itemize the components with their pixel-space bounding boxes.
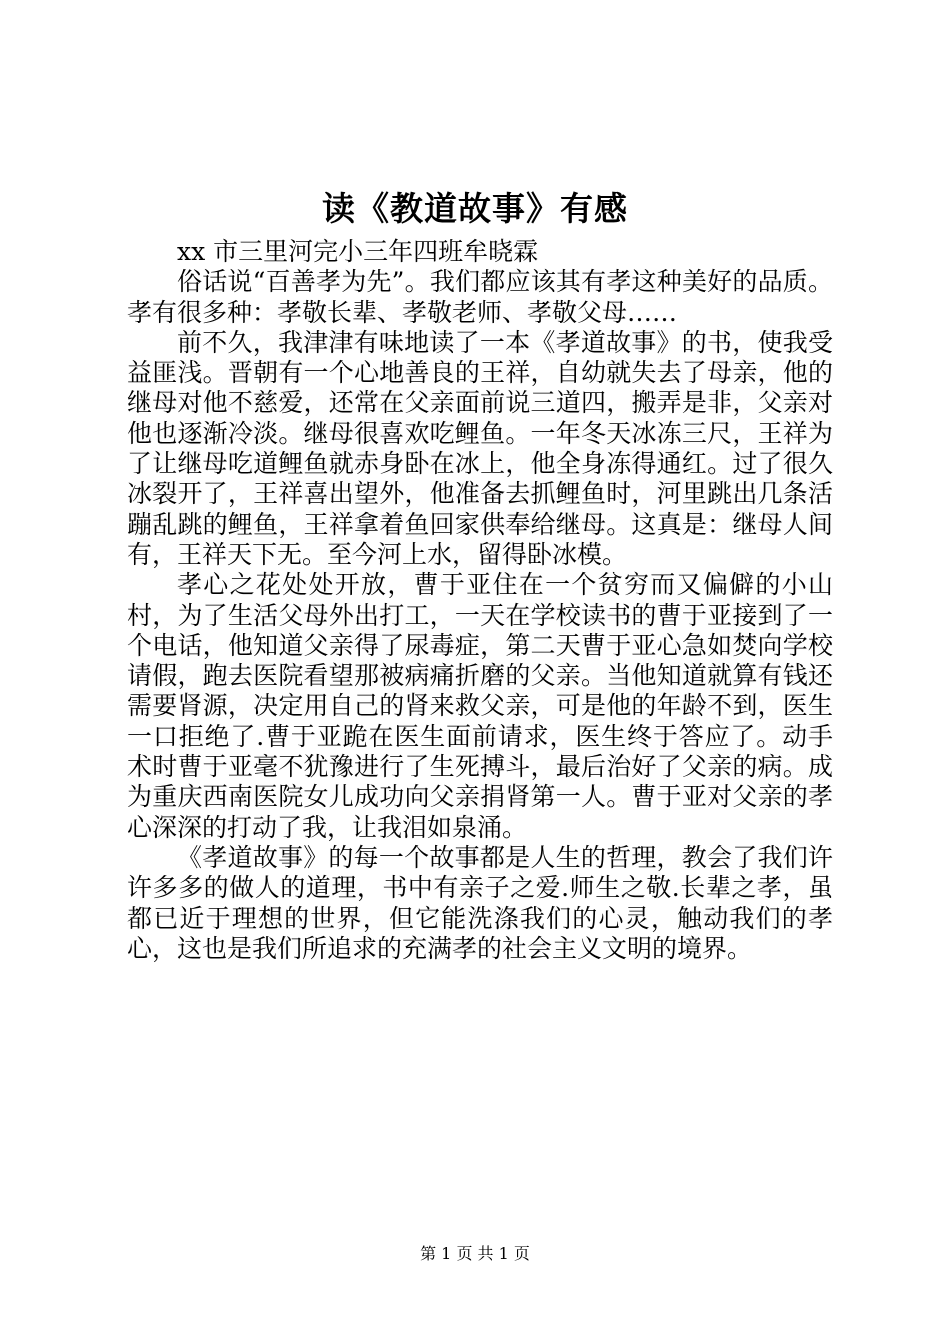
paragraph-3: 孝心之花处处开放，曹于亚住在一个贫穷而又偏僻的小山村，为了生活父母外出打工，一天在学校读书的曹于亚接到了一个电话，他知道父亲得了尿毒症，第二天曹于亚心急如焚向学校请假，跑去医院看望那被病痛折磨的父亲。当他知道就算有钱还需要肾源，决定用自己的肾来救父亲，可是他的年龄不到，医生一口拒绝了.曹于亚跪在医生面前请求，医生终于答应了。动手术时曹于亚毫不犹豫进行了生死搏斗，最后治好了父亲的病。成为重庆西南医院女儿成功向父亲捐肾第一人。曹于亚对父亲的孝心深深的打动了我，让我泪如泉涌。: [127, 570, 833, 842]
document-title: 读《教道故事》有感: [322, 189, 628, 228]
paragraph-4: 《孝道故事》的每一个故事都是人生的哲理，教会了我们许许多多的做人的道理，书中有亲子之爱.师生之敬.长辈之孝，虽都已近于理想的世界，但它能洗涤我们的心灵，触动我们的孝心，这也是我们所追求的充满孝的社会主义文明的境界。: [127, 842, 833, 963]
author-line: xx 市三里河完小三年四班牟晓霖: [177, 237, 539, 266]
page-footer: 第 1 页 共 1 页: [420, 1244, 530, 1263]
paragraph-1: 俗话说“百善孝为先”。我们都应该其有孝这种美好的品质。孝有很多种：孝敬长辈、孝敬老师、孝敬父母……: [127, 267, 833, 327]
paragraph-2: 前不久，我津津有味地读了一本《孝道故事》的书，使我受益匪浅。晋朝有一个心地善良的王祥，自幼就失去了母亲，他的继母对他不慈爱，还常在父亲面前说三道四，搬弄是非，父亲对他也逐渐冷淡。继母很喜欢吃鲤鱼。一年冬天冰冻三尺，王祥为了让继母吃道鲤鱼就赤身卧在冰上，他全身冻得通红。过了很久冰裂开了，王祥喜出望外，他准备去抓鲤鱼时，河里跳出几条活蹦乱跳的鲤鱼，王祥拿着鱼回家供奉给继母。这真是：继母人间有，王祥天下无。至今河上水，留得卧冰模。: [127, 327, 833, 569]
document-body: [127, 237, 833, 964]
